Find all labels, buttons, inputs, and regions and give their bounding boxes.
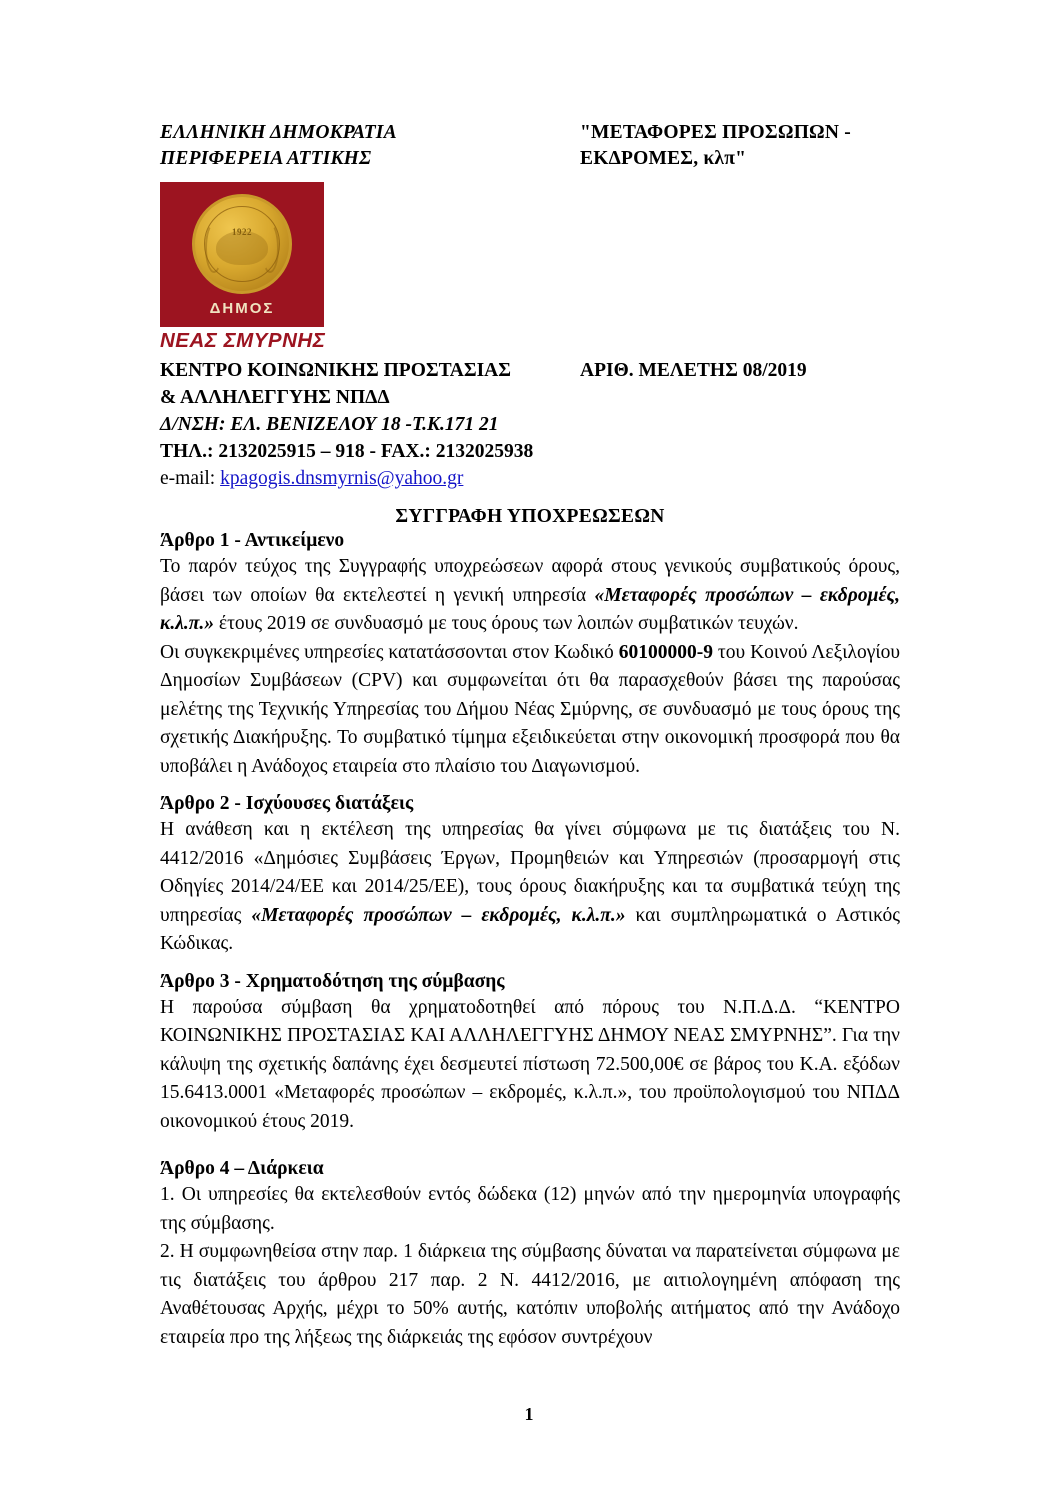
- article-2-paragraph-1: [160, 816, 900, 959]
- organization-line-1: ΚΕΝΤΡΟ ΚΟΙΝΩΝΙΚΗΣ ΠΡΟΣΤΑΣΙΑΣ: [160, 360, 511, 381]
- header-subject-line-1: "ΜΕΤΑΦΟΡΕΣ ΠΡΟΣΩΠΩΝ -: [580, 122, 851, 143]
- address-row-org: [160, 357, 900, 384]
- article-3-heading: Άρθρο 3 - Χρηματοδότηση της σύμβασης: [160, 970, 505, 992]
- a1-p1-text-a: Το παρόν τεύχος της Συγγραφής υποχρεώσεων αφορά στους γενικούς συμβατικούς όρους, βάσει των οποίων θα εκτελεστεί η γενική υπηρεσία: [160, 556, 900, 606]
- address-email-row: [160, 465, 900, 492]
- emblem-word-label: ΔΗΜΟΣ: [209, 300, 275, 317]
- a2-p1-service-name: «Μεταφορές προσώπων – εκδρομές, κ.λ.π.»: [251, 904, 626, 926]
- address-street: Δ/ΝΣΗ: ΕΛ. ΒΕΝΙΖΕΛΟΥ 18 -Τ.Κ.171 21: [160, 414, 499, 435]
- header-left-block: [160, 120, 560, 172]
- coin-year-label: 1922: [232, 227, 252, 237]
- a1-p1-service-name: «Μεταφορές προσώπων – εκδρομές, κ.λ.π.»: [160, 584, 901, 634]
- a1-p1-text-c: έτους 2019 σε συνδυασμό με τους όρους των λοιπών συμβατικών τευχών.: [214, 613, 799, 634]
- article-1-heading: Άρθρο 1 - Αντικείμενο: [160, 530, 345, 551]
- a2-p1-text-c: και συμπληρωματικά ο Αστικός Κώδικας.: [160, 904, 900, 954]
- article-4-heading: Άρθρο 4 – Διάρκεια: [160, 1158, 324, 1179]
- header-region-line: ΠΕΡΙΦΕΡΕΙΑ ΑΤΤΙΚΗΣ: [160, 148, 372, 169]
- article-4-paragraph-1: 1. Οι υπηρεσίες θα εκτελεσθούν εντός δώδεκα (12) μηνών από την ημερομηνία υπογραφής της σύμβασης.: [160, 1184, 900, 1234]
- coin-figure: [216, 231, 268, 265]
- a1-p2-text-c: του Κοινού Λεξιλογίου Δημοσίων Συμβάσεων (CPV) και συμφωνείται ότι θα παρασχεθούν βάσει της παρούσας μελέτης της Τεχνικής Υπηρεσίας του Δήμου Νέας Σμύρνης, σε συνδυασμό με τους όρους της σχετικής Διακήρυξης. Το συμβατικό τίμημα εξειδικεύεται στην οικονομική προσφορά που θα υποβάλει η Ανάδοχος εταιρεία στο πλαίσιο του Διαγωνισμού.: [160, 641, 900, 777]
- header-country-line: ΕΛΛΗΝΙΚΗ ΔΗΜΟΚΡΑΤΙΑ: [160, 122, 397, 143]
- document-header: [160, 120, 900, 172]
- article-1-paragraph-1: [160, 553, 900, 639]
- article-1-paragraph-2: [160, 639, 900, 782]
- article-4-paragraph-2: 2. Η συμφωνηθείσα στην παρ. 1 διάρκεια της σύμβασης δύναται να παρατείνεται σύμφωνα με τις διατάξεις του άρθρου 217 παρ. 2 Ν. 4412/2016, με αιτιολογημένη απόφαση της Αναθέτουσας Αρχής, μέχρι το 50% αυτής, κατόπιν υποβολής αιτήματος από την Ανάδοχο εταιρεία προ της λήξεως της διάρκειάς της εφόσον συντρέχουν: [160, 1241, 900, 1348]
- organization-line-2: & ΑΛΛΗΛΕΓΓΥΗΣ ΝΠΔΔ: [160, 387, 390, 408]
- emblem-plate: [160, 182, 324, 327]
- email-label: e-mail:: [160, 468, 216, 489]
- email-link[interactable]: kpagogis.dnsmyrnis@yahoo.gr: [220, 468, 464, 489]
- address-block: [160, 357, 900, 492]
- page-number: 1: [524, 1404, 534, 1424]
- a1-p2-text-a: Οι συγκεκριμένες υπηρεσίες κατατάσσονται στον Κωδικό: [160, 641, 619, 663]
- document-content: [160, 120, 900, 1352]
- emblem-subtitle-label: ΝΕΑΣ ΣΜΥΡΝΗΣ: [160, 329, 326, 352]
- header-right-block: [560, 120, 851, 172]
- header-subject-line-2: ΕΚΔΡΟΜΕΣ, κλπ": [580, 148, 747, 169]
- study-number: ΑΡΙΘ. ΜΕΛΕΤΗΣ 08/2019: [580, 360, 807, 381]
- a2-p1-text-a: Η ανάθεση και η εκτέλεση της υπηρεσίας θα γίνει σύμφωνα με τις διατάξεις του Ν. 4412/2016 «Δημόσιες Συμβάσεις Έργων, Προμηθειών και Υπηρεσιών (προσαρμογή στις Οδηγίες 2014/24/ΕΕ και 2014/25/ΕΕ), τους όρους διακήρυξης και τα συμβατικά τεύχη της υπηρεσίας: [160, 819, 900, 926]
- address-phone-fax: ΤΗΛ.: 2132025915 – 918 - FAX.: 2132025938: [160, 441, 534, 462]
- article-2-heading: Άρθρο 2 - Ισχύουσες διατάξεις: [160, 793, 414, 814]
- municipality-emblem: [160, 182, 330, 353]
- coin-icon: [192, 194, 292, 294]
- a1-p2-cpv-code: 60100000-9: [618, 641, 713, 663]
- page-title: ΣΥΓΓΡΑΦΗ ΥΠΟΧΡΕΩΣΕΩΝ: [395, 506, 665, 527]
- article-3-paragraph-1: Η παρούσα σύμβαση θα χρηματοδοτηθεί από πόρους του Ν.Π.Δ.Δ. “ΚΕΝΤΡΟ ΚΟΙΝΩΝΙΚΗΣ ΠΡΟΣΤΑΣΙΑΣ ΚΑΙ ΑΛΛΗΛΕΓΓΥΗΣ ΔΗΜΟΥ ΝΕΑΣ ΣΜΥΡΝΗΣ”. Για την κάλυψη της σχετικής δαπάνης έχει δεσμευτεί πίστωση 72.500,00€ σε βάρος του Κ.Α. εξόδων 15.6413.0001 «Μεταφορές προσώπων – εκδρομές, κ.λ.π.», του προϋπολογισμού του ΝΠΔΔ οικονομικού έτους 2019.: [160, 996, 900, 1132]
